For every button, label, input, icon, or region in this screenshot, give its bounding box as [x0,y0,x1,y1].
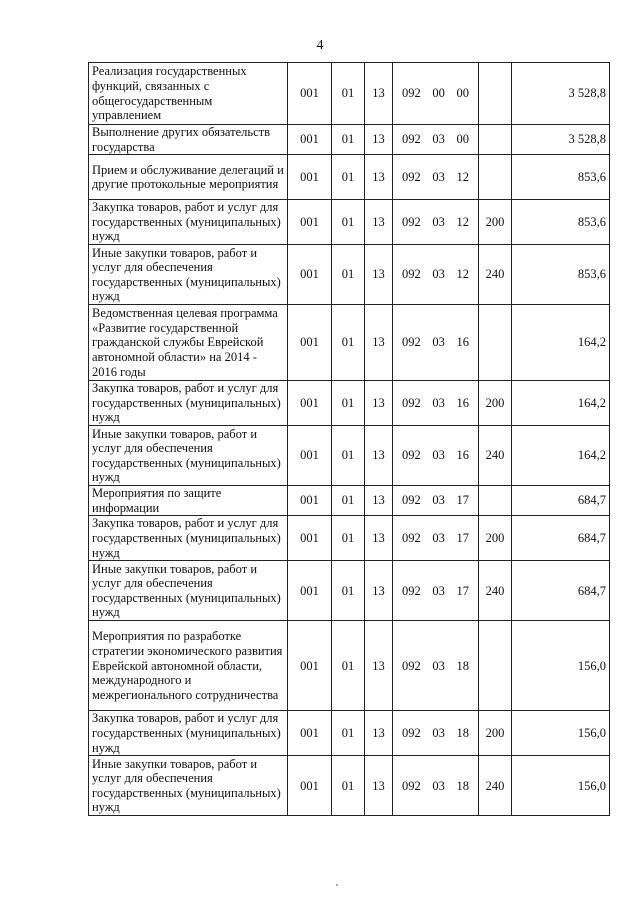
table-row [89,200,610,245]
target-article-part: 092 [402,493,421,508]
target-article-part: 092 [402,214,421,229]
target-article-part: 092 [402,448,421,463]
ministry-code: 001 [288,200,332,245]
amount: 164,2 [512,426,610,486]
expense-type-code: 240 [479,756,512,816]
ministry-code: 001 [288,561,332,621]
target-article-part: 03 [432,583,445,598]
table-row [89,711,610,756]
target-article-part: 03 [432,335,445,350]
section-code: 01 [332,200,365,245]
target-article-code [393,155,479,200]
target-article-part: 092 [402,531,421,546]
target-article-code [393,561,479,621]
section-code: 01 [332,381,365,426]
target-article-part: 16 [456,448,469,463]
row-name: Иные закупки товаров, работ и услуг для обеспечения государственных (муниципальных) нужд [89,561,288,621]
amount: 156,0 [512,756,610,816]
target-article-part: 16 [456,395,469,410]
ministry-code: 001 [288,516,332,561]
subsection-code: 13 [365,245,393,305]
row-name: Закупка товаров, работ и услуг для государственных (муниципальных) нужд [89,200,288,245]
row-name: Прием и обслуживание делегаций и другие протокольные мероприятия [89,155,288,200]
target-article-part: 00 [456,132,469,147]
target-article-part: 00 [456,86,469,101]
subsection-code: 13 [365,63,393,125]
subsection-code: 13 [365,426,393,486]
amount: 853,6 [512,245,610,305]
amount: 164,2 [512,381,610,426]
target-article-part: 03 [432,658,445,673]
amount: 164,2 [512,305,610,381]
expense-type-code: 200 [479,516,512,561]
row-name: Закупка товаров, работ и услуг для государственных (муниципальных) нужд [89,381,288,426]
row-name: Иные закупки товаров, работ и услуг для обеспечения государственных (муниципальных) нужд [89,426,288,486]
target-article-code [393,711,479,756]
target-article-code [393,621,479,711]
target-article-part: 18 [456,778,469,793]
target-article-part: 092 [402,726,421,741]
target-article-part: 12 [456,214,469,229]
section-code: 01 [332,756,365,816]
subsection-code: 13 [365,711,393,756]
row-name: Реализация государственных функций, связанных с общегосударственным управлением [89,63,288,125]
subsection-code: 13 [365,516,393,561]
amount: 3 528,8 [512,63,610,125]
expense-type-code: 200 [479,381,512,426]
ministry-code: 001 [288,305,332,381]
expense-type-code: 240 [479,245,512,305]
target-article-code [393,305,479,381]
target-article-code [393,486,479,516]
expense-type-code: 200 [479,711,512,756]
amount: 3 528,8 [512,125,610,155]
target-article-part: 092 [402,583,421,598]
expense-type-code: 240 [479,561,512,621]
budget-table [88,62,610,816]
target-article-code [393,245,479,305]
section-code: 01 [332,621,365,711]
section-code: 01 [332,561,365,621]
row-name: Иные закупки товаров, работ и услуг для обеспечения государственных (муниципальных) нужд [89,756,288,816]
target-article-part: 092 [402,86,421,101]
subsection-code: 13 [365,125,393,155]
table-row [89,561,610,621]
section-code: 01 [332,426,365,486]
ministry-code: 001 [288,245,332,305]
ministry-code: 001 [288,756,332,816]
subsection-code: 13 [365,155,393,200]
target-article-code [393,125,479,155]
amount: 684,7 [512,486,610,516]
row-name: Закупка товаров, работ и услуг для государственных (муниципальных) нужд [89,516,288,561]
section-code: 01 [332,63,365,125]
table-row [89,381,610,426]
target-article-part: 16 [456,335,469,350]
target-article-part: 03 [432,169,445,184]
target-article-part: 03 [432,778,445,793]
table-row [89,125,610,155]
expense-type-code [479,486,512,516]
row-name: Мероприятия по разработке стратегии экономического развития Еврейской автономной области, международного и межрегионального сотрудничества [89,621,288,711]
amount: 156,0 [512,621,610,711]
table-row [89,486,610,516]
target-article-part: 03 [432,448,445,463]
target-article-part: 092 [402,267,421,282]
amount: 853,6 [512,200,610,245]
ministry-code: 001 [288,426,332,486]
subsection-code: 13 [365,756,393,816]
target-article-code [393,426,479,486]
expense-type-code: 200 [479,200,512,245]
section-code: 01 [332,516,365,561]
row-name: Выполнение других обязательств государства [89,125,288,155]
target-article-part: 17 [456,493,469,508]
target-article-code [393,200,479,245]
expense-type-code [479,63,512,125]
table-row [89,426,610,486]
target-article-part: 18 [456,726,469,741]
row-name: Закупка товаров, работ и услуг для государственных (муниципальных) нужд [89,711,288,756]
expense-type-code [479,155,512,200]
target-article-part: 03 [432,132,445,147]
target-article-part: 03 [432,493,445,508]
subsection-code: 13 [365,200,393,245]
amount: 156,0 [512,711,610,756]
ministry-code: 001 [288,621,332,711]
target-article-part: 092 [402,132,421,147]
table-row [89,155,610,200]
target-article-part: 092 [402,658,421,673]
target-article-code [393,381,479,426]
target-article-part: 17 [456,531,469,546]
target-article-part: 18 [456,658,469,673]
expense-type-code: 240 [479,426,512,486]
row-name: Мероприятия по защите информации [89,486,288,516]
section-code: 01 [332,486,365,516]
row-name: Иные закупки товаров, работ и услуг для обеспечения государственных (муниципальных) нужд [89,245,288,305]
section-code: 01 [332,125,365,155]
expense-type-code [479,125,512,155]
subsection-code: 13 [365,561,393,621]
target-article-part: 17 [456,583,469,598]
target-article-part: 12 [456,267,469,282]
table-body [89,63,610,816]
target-article-part: 03 [432,726,445,741]
amount: 853,6 [512,155,610,200]
target-article-part: 03 [432,531,445,546]
target-article-part: 092 [402,335,421,350]
subsection-code: 13 [365,486,393,516]
table-row [89,245,610,305]
row-name: Ведомственная целевая программа «Развитие государственной гражданской службы Еврейской автономной области» на 2014 - 2016 годы [89,305,288,381]
table-row [89,63,610,125]
target-article-part: 092 [402,395,421,410]
ministry-code: 001 [288,155,332,200]
section-code: 01 [332,155,365,200]
subsection-code: 13 [365,305,393,381]
target-article-part: 03 [432,395,445,410]
scan-speck [336,884,338,886]
target-article-part: 12 [456,169,469,184]
table-row [89,756,610,816]
expense-type-code [479,305,512,381]
ministry-code: 001 [288,125,332,155]
ministry-code: 001 [288,486,332,516]
section-code: 01 [332,305,365,381]
ministry-code: 001 [288,711,332,756]
target-article-part: 03 [432,267,445,282]
target-article-part: 03 [432,214,445,229]
expense-type-code [479,621,512,711]
page-number: 4 [316,38,324,53]
table-row [89,621,610,711]
subsection-code: 13 [365,621,393,711]
target-article-code [393,756,479,816]
target-article-part: 092 [402,169,421,184]
amount: 684,7 [512,561,610,621]
target-article-code [393,516,479,561]
target-article-code [393,63,479,125]
section-code: 01 [332,711,365,756]
ministry-code: 001 [288,63,332,125]
table-row [89,516,610,561]
amount: 684,7 [512,516,610,561]
target-article-part: 092 [402,778,421,793]
section-code: 01 [332,245,365,305]
subsection-code: 13 [365,381,393,426]
target-article-part: 00 [432,86,445,101]
table-row [89,305,610,381]
ministry-code: 001 [288,381,332,426]
